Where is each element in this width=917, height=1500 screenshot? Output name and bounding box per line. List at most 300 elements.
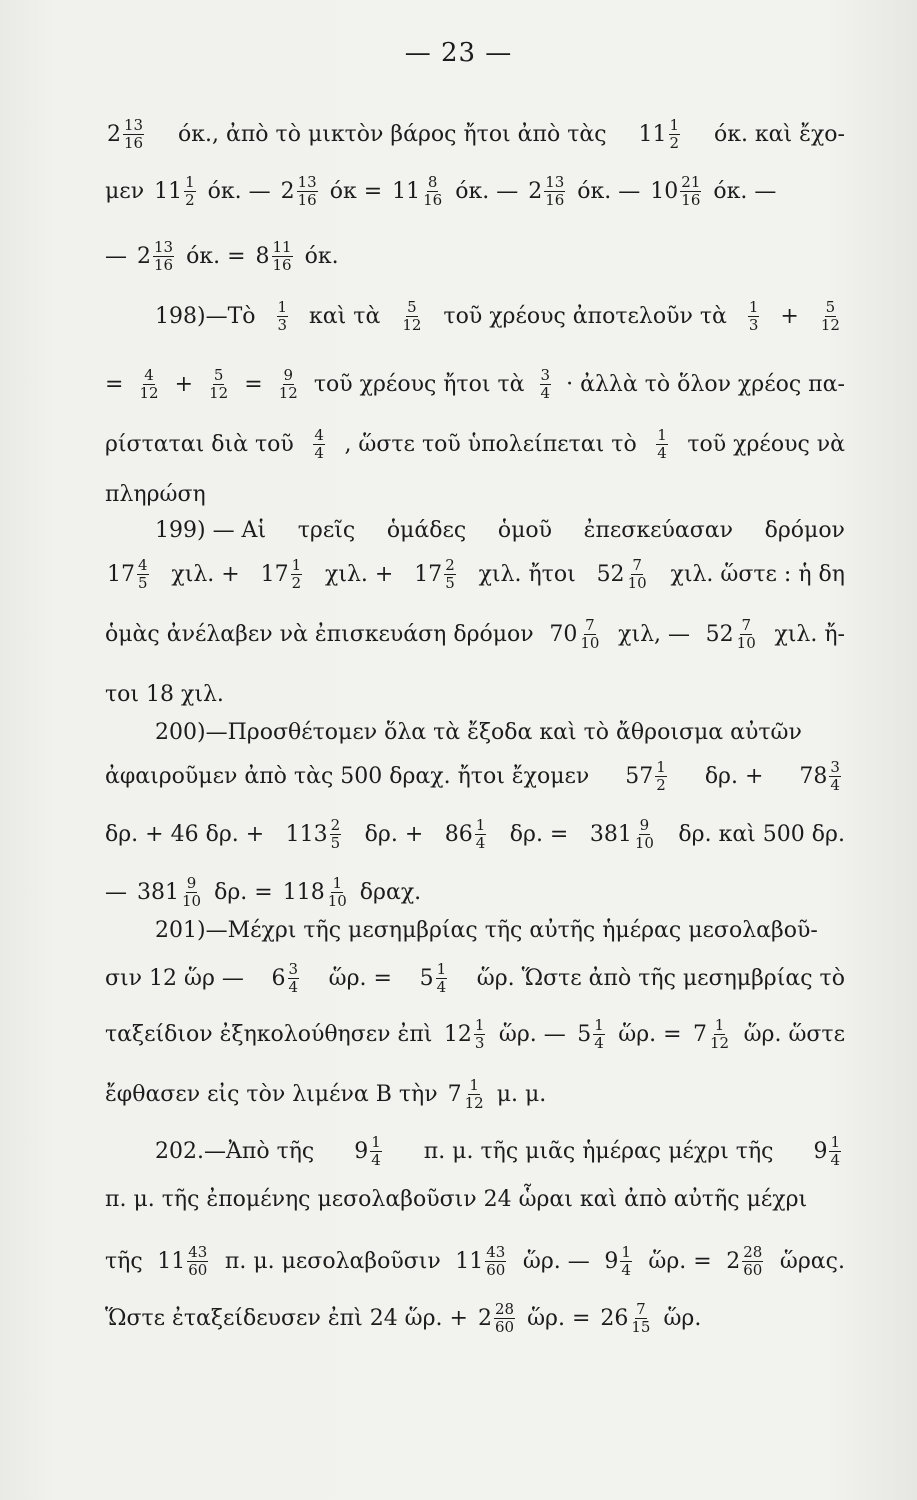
fraction (829, 760, 841, 793)
fraction (330, 818, 342, 851)
denominator: 12 (402, 316, 422, 334)
numerator: 7 (741, 616, 751, 634)
text-segment: όκ. — (207, 178, 271, 204)
whole-part: 2 (137, 243, 151, 269)
mixed-number (281, 175, 320, 208)
whole-part: 2 (528, 178, 543, 204)
numerator: 4 (138, 556, 148, 574)
text-segment: πληρώση (105, 482, 206, 507)
denominator: 4 (314, 444, 324, 462)
fraction (184, 175, 196, 208)
text-segment: π. μ. τῆς ἐπομένης μεσολαβοῦσιν 24 ὧραι καὶ ἀπὸ αὐτῆς μέχρι (105, 1187, 808, 1212)
denominator: 4 (288, 978, 299, 996)
denominator: 16 (124, 134, 144, 152)
whole-part: 11 (392, 178, 421, 204)
mixed-number (478, 1302, 517, 1335)
text-segment: 201)—Μέχρι τῆς μεσημβρίας τῆς αὐτῆς ἡμέρας μεσολαβοῦ- (155, 918, 818, 943)
mixed-number (706, 618, 759, 651)
text-line (105, 480, 845, 510)
fraction (736, 618, 757, 651)
numerator: 13 (124, 116, 144, 134)
mixed-number (107, 118, 146, 151)
text-segment: — (105, 243, 127, 269)
fraction (709, 1018, 730, 1051)
text-segment: δρ. καὶ 500 δρ. (678, 821, 845, 847)
text-segment: χιλ, — (618, 621, 690, 647)
text-segment: σιν 12 ὥρ — (105, 965, 244, 991)
fraction (422, 175, 443, 208)
whole-part: 57 (625, 763, 654, 789)
text-segment: — (105, 879, 127, 905)
denominator: 3 (474, 1034, 485, 1052)
mixed-number (746, 300, 762, 333)
numerator: 1 (291, 556, 302, 574)
text-segment: μεν (105, 178, 145, 204)
denominator: 4 (830, 776, 840, 794)
mixed-number (654, 428, 670, 461)
whole-part: 78 (799, 763, 828, 789)
mixed-number (283, 876, 350, 909)
mixed-number (693, 1018, 732, 1051)
fraction (494, 1302, 515, 1335)
fraction (464, 1078, 485, 1111)
fraction (277, 300, 289, 333)
whole-part: 381 (589, 821, 632, 847)
text-line (105, 1302, 845, 1335)
text-segment: τοι 18 χιλ. (105, 682, 224, 707)
text-line (105, 240, 845, 273)
text-segment: δρ. + (704, 763, 764, 789)
denominator: 16 (272, 256, 292, 274)
fraction (593, 1018, 605, 1051)
whole-part: 5 (419, 965, 434, 991)
whole-part: 11 (455, 1248, 484, 1274)
denominator: 60 (743, 1261, 763, 1279)
whole-part: 381 (137, 879, 179, 905)
text-line (105, 428, 845, 461)
numerator: 1 (714, 1016, 725, 1034)
numerator: 1 (185, 173, 195, 191)
denominator: 12 (820, 316, 840, 334)
whole-part: 12 (443, 1021, 472, 1047)
denominator: 10 (627, 574, 647, 592)
fraction (370, 1135, 382, 1168)
text-segment: = (244, 371, 263, 397)
numerator: 21 (681, 173, 701, 191)
mixed-number (590, 818, 657, 851)
text-segment: όκ = (329, 178, 383, 204)
mixed-number (650, 175, 703, 208)
denominator: 2 (185, 191, 195, 209)
denominator: 16 (154, 256, 174, 274)
mixed-number (549, 618, 602, 651)
whole-part: 70 (549, 621, 578, 647)
numerator: 1 (277, 298, 288, 316)
whole-part: 5 (577, 1021, 592, 1047)
denominator: 4 (540, 384, 551, 402)
numerator: 13 (297, 173, 317, 191)
text-segment: τοῦ χρέους ἀποτελοῦν τὰ (443, 303, 727, 329)
numerator: 28 (494, 1300, 515, 1318)
denominator: 12 (710, 1034, 730, 1052)
whole-part: 9 (813, 1138, 828, 1164)
text-segment: ὥρ. (663, 1305, 702, 1331)
mixed-number (597, 558, 650, 591)
fraction (475, 818, 487, 851)
text-line (105, 962, 845, 995)
fraction (137, 558, 149, 591)
mixed-number (625, 760, 669, 793)
numerator: 9 (283, 366, 294, 384)
whole-part: 2 (726, 1248, 741, 1274)
denominator: 60 (188, 1261, 208, 1279)
text-segment: όκ. — (577, 178, 641, 204)
denominator: 16 (423, 191, 443, 209)
denominator: 16 (297, 191, 317, 209)
text-line (105, 1135, 845, 1168)
text-segment: ὥρ. = (527, 1305, 591, 1331)
denominator: 15 (631, 1318, 651, 1336)
numerator: 3 (540, 366, 551, 384)
denominator: 10 (736, 634, 756, 652)
numerator: 1 (748, 298, 759, 316)
mixed-number (286, 818, 344, 851)
text-segment: π. μ. τῆς μιᾶς ἡμέρας μέχρι τῆς (423, 1138, 774, 1164)
numerator: 5 (407, 298, 417, 316)
whole-part: 10 (650, 178, 679, 204)
text-segment: 198)—Τὸ (155, 303, 256, 329)
numerator: 9 (186, 874, 197, 892)
numerator: 1 (830, 1133, 840, 1151)
mixed-number (206, 368, 231, 401)
numerator: 43 (486, 1243, 506, 1261)
text-segment: τοῦ χρέους ἤτοι τὰ (313, 371, 525, 397)
text-segment: ὁμὰς ἀνέλαβεν νὰ ἐπισκευάση δρόμον (105, 621, 534, 647)
text-segment: ἀφαιροῦμεν ἀπὸ τὰς 500 δραχ. ἤτοι ἔχομεν (105, 763, 590, 789)
text-segment: ἐπεσκεύασαν (583, 518, 733, 543)
denominator: 5 (445, 574, 455, 592)
fraction (485, 1245, 506, 1278)
text-line (105, 1018, 845, 1051)
numerator: 1 (436, 960, 447, 978)
denominator: 10 (327, 892, 347, 910)
numerator: 4 (144, 366, 154, 384)
text-segment: όκ., ἀπὸ τὸ μικτὸν βάρος ἤτοι ἀπὸ τὰς (178, 121, 607, 147)
text-segment: 200)—Προσθέτομεν ὅλα τὰ ἔξοδα καὶ τὸ ἄθροισμα αὐτῶν (155, 720, 802, 745)
denominator: 4 (475, 834, 486, 852)
mixed-number (577, 1018, 607, 1051)
fraction (313, 428, 325, 461)
text-segment: δρ. + (364, 821, 424, 847)
fraction (474, 1018, 486, 1051)
mixed-number (276, 368, 301, 401)
text-segment: ὥρας. (779, 1248, 845, 1274)
text-segment: ὥρ. ὥστε (743, 1021, 845, 1047)
whole-part: 113 (285, 821, 328, 847)
fraction (436, 962, 448, 995)
mixed-number (136, 368, 161, 401)
text-segment: ὥρ. = (328, 965, 392, 991)
denominator: 4 (657, 444, 667, 462)
numerator: 43 (188, 1243, 208, 1261)
page-number: — 23 — (404, 38, 513, 68)
text-segment: χιλ. ἤ- (774, 621, 845, 647)
mixed-number (107, 558, 151, 591)
text-line (105, 916, 845, 946)
text-segment: 202.—Ἀπὸ τῆς (155, 1138, 315, 1164)
whole-part: 8 (255, 243, 270, 269)
mixed-number (137, 876, 204, 909)
whole-part: 11 (638, 121, 667, 147)
numerator: 1 (475, 816, 486, 834)
denominator: 4 (436, 978, 447, 996)
mixed-number (818, 300, 843, 333)
text-segment: ταξείδιον ἐξηκολούθησεν ἐπὶ (105, 1021, 433, 1047)
text-segment: δρ. = (509, 821, 569, 847)
text-segment: + (174, 371, 194, 397)
denominator: 2 (669, 134, 680, 152)
text-segment: δρόμον (764, 518, 845, 543)
mixed-number (639, 118, 683, 151)
text-line (105, 558, 845, 591)
fraction (187, 1245, 208, 1278)
text-segment: ὥρ. = (618, 1021, 682, 1047)
mixed-number (604, 1245, 634, 1278)
text-segment: τοῦ χρέους νὰ (687, 431, 845, 457)
text-line (105, 516, 845, 546)
numerator: 1 (657, 426, 667, 444)
fraction (579, 618, 600, 651)
fraction (669, 118, 681, 151)
fraction (680, 175, 701, 208)
text-segment: π. μ. μεσολαβοῦσιν (224, 1248, 441, 1274)
mixed-number (455, 1245, 508, 1278)
mixed-number (354, 1135, 384, 1168)
numerator: 1 (594, 1016, 604, 1034)
denominator: 4 (371, 1151, 381, 1169)
text-segment: ἔφθασεν εἰς τὸν λιμένα Β τὴν (105, 1081, 438, 1107)
fraction (540, 368, 552, 401)
whole-part: 118 (282, 879, 325, 905)
mixed-number (528, 175, 567, 208)
denominator: 5 (138, 574, 148, 592)
fraction (620, 1245, 632, 1278)
text-segment: χιλ. ἤτοι (478, 561, 576, 587)
mixed-number (392, 175, 445, 208)
text-line (105, 818, 845, 851)
fraction (630, 1302, 651, 1335)
text-segment: τῆς (105, 1248, 143, 1274)
text-segment: χιλ. + (325, 561, 394, 587)
text-segment: ὁμοῦ (497, 518, 552, 543)
fraction (544, 175, 565, 208)
text-line (105, 1245, 845, 1278)
whole-part: 86 (444, 821, 473, 847)
denominator: 10 (634, 834, 654, 852)
fraction (181, 876, 202, 909)
text-segment: δρ. = (214, 879, 273, 905)
text-line (105, 368, 845, 401)
denominator: 3 (277, 316, 288, 334)
denominator: 60 (486, 1261, 506, 1279)
denominator: 12 (278, 384, 298, 402)
text-line (105, 680, 845, 710)
text-line (105, 760, 845, 793)
fraction (208, 368, 229, 401)
mixed-number (399, 300, 424, 333)
denominator: 12 (209, 384, 229, 402)
numerator: 11 (272, 238, 292, 256)
denominator: 4 (621, 1261, 631, 1279)
mixed-number (420, 962, 450, 995)
text-line (105, 1078, 845, 1111)
fraction (401, 300, 422, 333)
fraction (742, 1245, 763, 1278)
text-segment: Ὥστε ἐταξείδευσεν ἐπὶ 24 ὥρ. + (105, 1305, 468, 1331)
text-line (105, 876, 845, 909)
fraction (291, 558, 303, 591)
denominator: 16 (545, 191, 565, 209)
denominator: 4 (594, 1034, 604, 1052)
text-segment: δραχ. (359, 879, 422, 905)
numerator: 7 (585, 616, 595, 634)
mixed-number (444, 1018, 488, 1051)
denominator: 3 (748, 316, 759, 334)
denominator: 12 (139, 384, 159, 402)
numerator: 1 (656, 758, 666, 776)
numerator: 3 (288, 960, 299, 978)
numerator: 9 (639, 816, 650, 834)
text-line (105, 300, 845, 333)
fraction (138, 368, 159, 401)
numerator: 2 (330, 816, 341, 834)
fraction (272, 240, 293, 273)
fraction (820, 300, 841, 333)
denominator: 60 (494, 1318, 515, 1336)
fraction (627, 558, 648, 591)
numerator: 2 (445, 556, 455, 574)
denominator: 4 (830, 1151, 840, 1169)
whole-part: 11 (157, 1248, 186, 1274)
fraction (153, 240, 174, 273)
text-segment: δρ. + 46 δρ. + (105, 821, 265, 847)
denominator: 10 (580, 634, 600, 652)
mixed-number (275, 300, 291, 333)
numerator: 13 (545, 173, 565, 191)
whole-part: 7 (447, 1081, 462, 1107)
fraction (656, 428, 668, 461)
whole-part: 17 (260, 561, 289, 587)
numerator: 1 (621, 1243, 631, 1261)
numerator: 4 (314, 426, 324, 444)
numerator: 1 (669, 116, 680, 134)
whole-part: 2 (280, 178, 295, 204)
numerator: 3 (830, 758, 840, 776)
numerator: 1 (474, 1016, 485, 1034)
whole-part: 17 (414, 561, 443, 587)
numerator: 1 (371, 1133, 381, 1151)
text-segment: χιλ. + (171, 561, 240, 587)
mixed-number (157, 1245, 210, 1278)
text-line (105, 1185, 845, 1215)
text-line (105, 618, 845, 651)
denominator: 2 (656, 776, 666, 794)
numerator: 8 (427, 173, 438, 191)
whole-part: 17 (107, 561, 135, 587)
denominator: 2 (291, 574, 302, 592)
numerator: 7 (632, 556, 642, 574)
mixed-number (813, 1135, 843, 1168)
text-segment: τρεῖς (297, 518, 356, 543)
mixed-number (311, 428, 327, 461)
mixed-number (726, 1245, 765, 1278)
text-segment: όκ. καὶ ἔχο- (713, 121, 845, 147)
text-line (105, 118, 845, 151)
whole-part: 9 (354, 1138, 369, 1164)
whole-part: 7 (693, 1021, 708, 1047)
fraction (748, 300, 760, 333)
mixed-number (448, 1078, 487, 1111)
text-segment: μ. μ. (496, 1081, 547, 1107)
numerator: 1 (469, 1076, 479, 1094)
mixed-number (445, 818, 489, 851)
numerator: 5 (825, 298, 836, 316)
fraction (288, 962, 300, 995)
whole-part: 9 (604, 1248, 619, 1274)
mixed-number (256, 240, 295, 273)
text-segment: + (780, 303, 799, 329)
numerator: 7 (636, 1300, 646, 1318)
whole-part: 2 (107, 121, 121, 147)
text-segment: όκ. — (455, 178, 519, 204)
denominator: 16 (681, 191, 701, 209)
fraction (634, 818, 655, 851)
fraction (655, 760, 667, 793)
whole-part: 2 (477, 1305, 492, 1331)
text-segment: = (105, 371, 124, 397)
text-line (105, 718, 845, 748)
numerator: 5 (213, 366, 224, 384)
mixed-number (137, 240, 176, 273)
denominator: 10 (182, 892, 202, 910)
text-segment: χιλ. ὥστε : ἡ δη (670, 561, 845, 587)
fraction (278, 368, 299, 401)
text-segment: ὥρ. — (498, 1021, 566, 1047)
text-segment: ὥρ. — (522, 1248, 590, 1274)
text-line (105, 175, 845, 208)
mixed-number (799, 760, 843, 793)
text-segment: ὥρ. = (648, 1248, 712, 1274)
text-segment: καὶ τὰ (309, 303, 381, 329)
text-segment: ὁμάδες (386, 518, 467, 543)
fraction (829, 1135, 841, 1168)
fraction (297, 175, 318, 208)
numerator: 13 (154, 238, 174, 256)
text-segment: · ἀλλὰ τὸ ὅλον χρέος πα- (566, 371, 845, 397)
fraction (123, 118, 144, 151)
whole-part: 6 (271, 965, 286, 991)
numerator: 28 (743, 1243, 763, 1261)
mixed-number (154, 175, 198, 208)
whole-part: 11 (154, 178, 183, 204)
whole-part: 52 (596, 561, 625, 587)
fraction (327, 876, 348, 909)
text-segment: όκ. — (713, 178, 777, 204)
fraction (444, 558, 456, 591)
mixed-number (261, 558, 305, 591)
numerator: 1 (332, 874, 343, 892)
text-segment: όκ. (304, 243, 339, 269)
